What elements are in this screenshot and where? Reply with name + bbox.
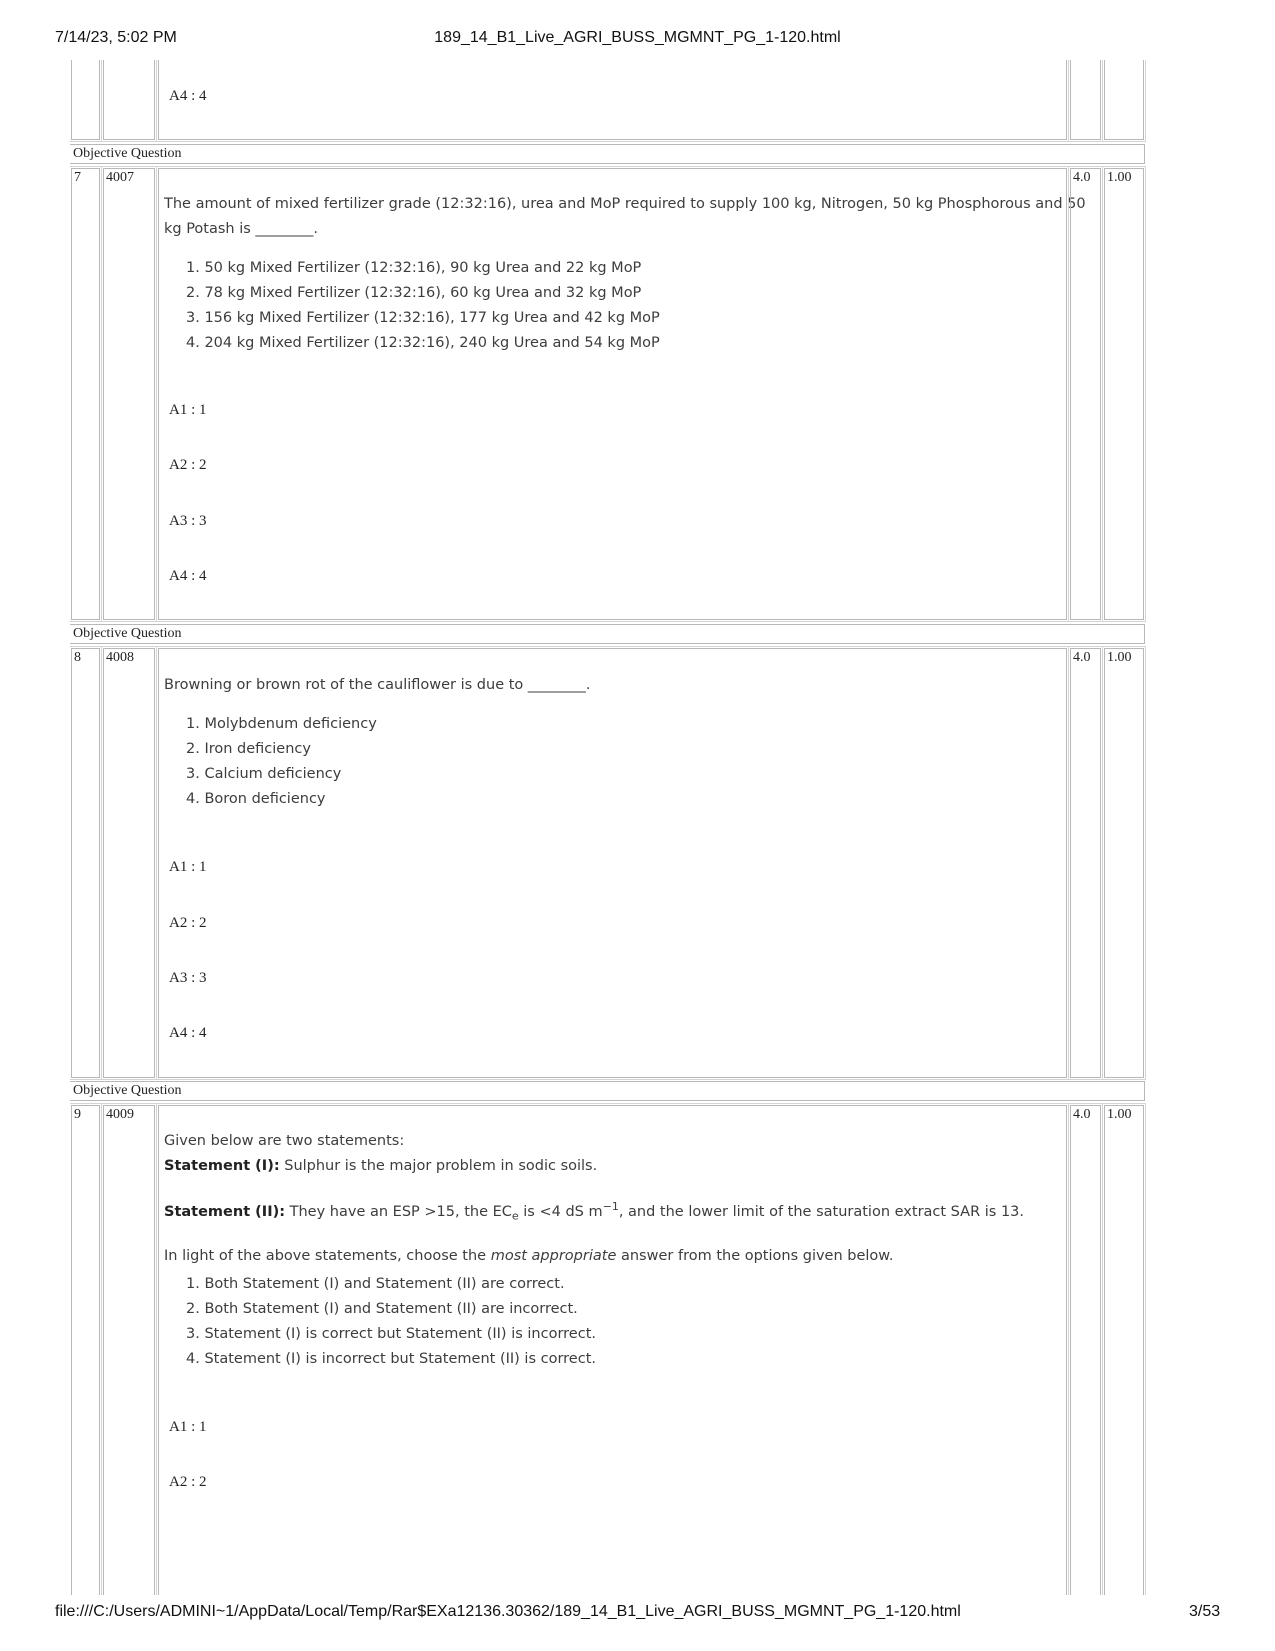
cell-marks (1070, 648, 1101, 1078)
question-id: 4009 (106, 1107, 134, 1122)
print-title: 189_14_B1_Live_AGRI_BUSS_MGMNT_PG_1-120.html (434, 29, 841, 46)
question-text (164, 1129, 1099, 1269)
option-item: 3. 156 kg Mixed Fertilizer (12:32:16), 177 kg Urea and 42 kg MoP (186, 310, 660, 326)
cell-marks (1070, 1105, 1101, 1595)
option-item: 4. 204 kg Mixed Fertilizer (12:32:16), 240 kg Urea and 54 kg MoP (186, 335, 660, 351)
answer-option: A3 : 3 (169, 970, 207, 986)
print-header (0, 29, 1275, 51)
section-title: Objective Question (73, 626, 182, 641)
option-item: 2. Iron deficiency (186, 741, 311, 757)
option-item: 4. Boron deficiency (186, 791, 326, 807)
options-list (186, 712, 377, 812)
cell-sno (71, 648, 100, 1078)
answer-option: A1 : 1 (169, 1419, 207, 1435)
statement-1 (164, 1154, 1099, 1179)
print-url: file:///C:/Users/ADMINI~1/AppData/Local/Temp/Rar$EXa12136.30362/189_14_B1_Live_AGRI_BUSS_MGMNT_PG_1-120.html (55, 1603, 961, 1620)
cell-sno (71, 60, 100, 140)
cell-marks (1070, 168, 1101, 620)
option-item: 3. Statement (I) is correct but Statement (II) is incorrect. (186, 1326, 596, 1342)
cell-negative (1104, 168, 1144, 620)
cell-marks (1070, 60, 1101, 140)
question-text (164, 673, 1099, 698)
statement-2-text: They have an ESP >15, the EC (285, 1203, 512, 1220)
options-list (186, 1272, 596, 1372)
answer-option: A1 : 1 (169, 402, 207, 418)
marks-value: 4.0 (1073, 650, 1091, 665)
cell-qid (103, 1105, 155, 1595)
answer-option: A4 : 4 (169, 1025, 207, 1041)
option-item: 2. Both Statement (I) and Statement (II) are incorrect. (186, 1301, 578, 1317)
print-datetime: 7/14/23, 5:02 PM (55, 29, 177, 46)
option-item: 3. Calcium deficiency (186, 766, 342, 782)
question-table (70, 60, 1205, 1595)
section-title: Objective Question (73, 1083, 182, 1098)
answer-option: A1 : 1 (169, 859, 207, 875)
answer-option: A2 : 2 (169, 915, 207, 931)
question-text (164, 192, 1099, 242)
option-item: 1. Both Statement (I) and Statement (II) are correct. (186, 1276, 565, 1292)
page-number: 3/53 (1189, 1603, 1221, 1620)
question-number: 8 (74, 650, 81, 665)
option-item: 4. Statement (I) is incorrect but Statement (II) is correct. (186, 1351, 596, 1367)
print-footer (0, 1603, 1275, 1625)
marks-value: 4.0 (1073, 1107, 1091, 1122)
cell-question (158, 1105, 1067, 1595)
option-item: 1. Molybdenum deficiency (186, 716, 377, 732)
question-id: 4007 (106, 170, 134, 185)
options-list (186, 256, 660, 356)
statement-1-label: Statement (I): (164, 1158, 280, 1174)
section-row (70, 144, 1145, 164)
question-number: 7 (74, 170, 81, 185)
negative-marks-value: 1.00 (1107, 650, 1132, 665)
option-item: 2. 78 kg Mixed Fertilizer (12:32:16), 60 kg Urea and 32 kg MoP (186, 285, 642, 301)
cell-qid (103, 168, 155, 620)
cell-sno (71, 1105, 100, 1595)
instruction-text: answer from the options given below. (616, 1247, 894, 1264)
cell-sno (71, 168, 100, 620)
negative-marks-value: 1.00 (1107, 1107, 1132, 1122)
question-instruction (164, 1244, 1099, 1269)
answer-option: A3 : 3 (169, 513, 207, 529)
instruction-emphasis: most appropriate (490, 1247, 617, 1264)
instruction-text: In light of the above statements, choose the (164, 1247, 491, 1264)
option-item: 1. 50 kg Mixed Fertilizer (12:32:16), 90 kg Urea and 22 kg MoP (186, 260, 642, 276)
statement-2-text: is <4 dS m (518, 1203, 603, 1220)
cell-question (158, 648, 1067, 1078)
section-title: Objective Question (73, 146, 182, 161)
marks-value: 4.0 (1073, 170, 1091, 185)
statement-1-text: Sulphur is the major problem in sodic soils. (279, 1158, 598, 1174)
section-row (70, 1081, 1145, 1101)
question-id: 4008 (106, 650, 134, 665)
negative-marks-value: 1.00 (1107, 170, 1132, 185)
statement-2-label: Statement (II): (164, 1203, 286, 1220)
answer-option: A4 : 4 (169, 568, 207, 584)
cell-qid (103, 648, 155, 1078)
answer-option: A2 : 2 (169, 457, 207, 473)
cell-qid (103, 60, 155, 140)
statement-2-subscript: e (511, 1209, 519, 1223)
question-text-line: The amount of mixed fertilizer grade (12:32:16), urea and MoP required to supply 100 kg, Nitrogen, 50 kg Phosphorous and 50 (164, 196, 1086, 212)
cell-negative (1104, 648, 1144, 1078)
cell-question (158, 168, 1086, 620)
cell-question (158, 60, 1067, 140)
question-text-line: Browning or brown rot of the cauliflower is due to ________. (164, 677, 591, 693)
answer-option: A4 : 4 (169, 88, 207, 104)
section-row (70, 624, 1145, 644)
answer-option: A2 : 2 (169, 1474, 207, 1490)
statement-2 (164, 1194, 1099, 1229)
question-number: 9 (74, 1107, 81, 1122)
question-intro: Given below are two statements: (164, 1133, 405, 1149)
cell-negative (1104, 1105, 1144, 1595)
question-text-line: kg Potash is ________. (164, 221, 319, 237)
statement-2-text: , and the lower limit of the saturation extract SAR is 13. (618, 1203, 1025, 1220)
statement-2-superscript: −1 (602, 1200, 619, 1213)
cell-negative (1104, 60, 1144, 140)
